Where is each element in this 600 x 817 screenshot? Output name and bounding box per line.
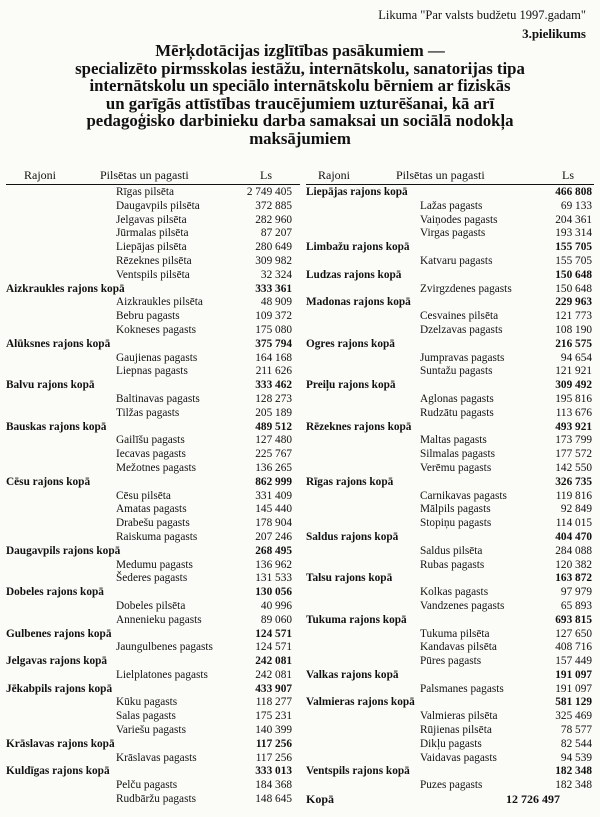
amount: 326 735 — [555, 475, 592, 488]
local-name: Tukuma pilsēta — [420, 627, 490, 640]
amount: 127 480 — [255, 434, 292, 447]
district-total-row — [6, 379, 296, 393]
local-name: Vaidavas pagasts — [420, 751, 497, 764]
local-row — [6, 434, 296, 448]
local-name: Kokneses pagasts — [116, 323, 197, 336]
amount: 164 168 — [255, 351, 292, 364]
district-name: Limbažu rajons kopā — [306, 241, 410, 254]
document-title — [0, 42, 600, 148]
local-name: Suntažu pagasts — [420, 365, 493, 378]
district-total-row — [6, 765, 296, 779]
amount: 2 749 405 — [246, 186, 292, 198]
district-name: Jēkabpils rajons kopā — [6, 682, 113, 695]
local-name: Gaujienas pagasts — [116, 351, 198, 364]
local-row — [6, 407, 296, 421]
local-row — [6, 779, 296, 793]
amount: 229 963 — [555, 296, 592, 309]
amount: 404 470 — [555, 530, 592, 543]
left-header-district: Rajoni — [24, 168, 56, 182]
local-row — [306, 655, 592, 669]
amount: 207 246 — [255, 530, 292, 543]
law-reference: Likuma "Par valsts budžetu 1997.gadam" — [378, 8, 586, 22]
amount: 466 808 — [555, 186, 592, 198]
local-name: Rubas pagasts — [420, 558, 485, 571]
amount: 114 015 — [555, 517, 592, 530]
local-row — [306, 365, 592, 379]
local-name: Vandzenes pagasts — [420, 599, 505, 612]
amount: 175 080 — [255, 323, 292, 336]
amount: 177 572 — [555, 448, 592, 461]
local-name: Rūjienas pilsēta — [420, 724, 492, 737]
local-name: Palsmanes pagasts — [420, 682, 504, 695]
local-name: Šederes pagasts — [116, 572, 188, 585]
local-name: Gailīšu pagasts — [116, 434, 185, 447]
amount: 136 962 — [255, 558, 292, 571]
amount: 173 799 — [555, 434, 592, 447]
amount: 178 904 — [255, 517, 292, 530]
local-row — [306, 462, 592, 476]
right-header-local: Pilsētas un pagasti — [396, 168, 485, 182]
local-row — [306, 324, 592, 338]
right-header-district: Rajoni — [318, 168, 350, 182]
local-name: Liepājas pilsēta — [116, 241, 187, 254]
local-row — [6, 200, 296, 214]
district-total-row — [306, 614, 592, 628]
amount: 150 648 — [555, 282, 592, 295]
district-name: Valkas rajons kopā — [306, 668, 399, 681]
local-name: Pūres pagasts — [420, 655, 482, 668]
amount: 175 231 — [255, 710, 292, 723]
district-total-row — [306, 379, 592, 393]
district-name: Krāslavas rajons kopā — [6, 737, 115, 750]
district-name: Rīgas rajons kopā — [306, 475, 394, 488]
local-row — [306, 434, 592, 448]
local-row — [306, 559, 592, 573]
local-name: Aizkraukles pilsēta — [116, 296, 203, 309]
title-line: specializēto pirmsskolas iestāžu, internātskolu, sanatorijas tipa — [75, 58, 525, 78]
local-row — [306, 710, 592, 724]
local-row — [6, 227, 296, 241]
district-name: Ludzas rajons kopā — [306, 268, 402, 281]
local-name: Raiskuma pagasts — [116, 530, 198, 543]
total-label: Kopā — [306, 792, 335, 806]
amount: 97 979 — [560, 586, 592, 599]
local-name: Dobeles pilsēta — [116, 599, 186, 612]
amount: 309 492 — [555, 379, 592, 392]
amount: 148 645 — [255, 793, 292, 806]
amount: 117 256 — [255, 737, 292, 750]
amount: 130 056 — [255, 586, 292, 599]
local-name: Bebru pagasts — [116, 310, 180, 323]
district-name: Rēzeknes rajons kopā — [306, 420, 412, 433]
amount: 48 909 — [260, 296, 292, 309]
district-total-row — [6, 545, 296, 559]
local-row — [306, 407, 592, 421]
local-row — [6, 669, 296, 683]
amount: 331 409 — [255, 489, 292, 502]
amount: 693 815 — [555, 613, 592, 626]
amount: 65 893 — [560, 599, 592, 612]
local-name: Amatas pagasts — [116, 503, 187, 516]
local-row — [6, 559, 296, 573]
local-row — [6, 752, 296, 766]
amount: 163 872 — [555, 572, 592, 585]
local-row — [6, 310, 296, 324]
local-row — [306, 628, 592, 642]
amount: 145 440 — [255, 503, 292, 516]
district-name: Ventspils rajons kopā — [306, 765, 410, 778]
amount: 40 996 — [260, 599, 292, 612]
local-name: Rīgas pilsēta — [116, 186, 175, 198]
amount: 225 767 — [255, 448, 292, 461]
local-name: Kūku pagasts — [116, 696, 178, 709]
amount: 284 088 — [555, 544, 592, 557]
amount: 124 571 — [255, 627, 292, 640]
total-amount: 12 726 497 — [506, 792, 560, 806]
local-name: Kolkas pagasts — [420, 586, 489, 599]
local-name: Ventspils pilsēta — [116, 268, 190, 281]
local-row — [6, 352, 296, 366]
local-name: Verēmu pagasts — [420, 461, 492, 474]
district-total-row — [306, 476, 592, 490]
district-total-row — [6, 283, 296, 297]
local-row — [306, 641, 592, 655]
amount: 118 277 — [255, 696, 292, 709]
amount: 32 324 — [260, 268, 292, 281]
amount: 92 849 — [560, 503, 592, 516]
local-row — [6, 448, 296, 462]
local-name: Vaiņodes pagasts — [420, 213, 498, 226]
local-name: Tilžas pagasts — [116, 406, 180, 419]
local-name: Rēzeknes pilsēta — [116, 254, 192, 267]
amount: 309 982 — [255, 254, 292, 267]
local-row — [306, 586, 592, 600]
local-name: Rudzātu pagasts — [420, 406, 494, 419]
local-name: Saldus pilsēta — [420, 544, 483, 557]
local-name: Katvaru pagasts — [420, 254, 493, 267]
amount: 120 382 — [555, 558, 592, 571]
local-name: Annenieku pagasts — [116, 613, 202, 626]
local-row — [306, 545, 592, 559]
local-row — [6, 255, 296, 269]
local-name: Liepnas pagasts — [116, 365, 188, 378]
amount: 78 577 — [560, 724, 592, 737]
local-row — [6, 600, 296, 614]
local-name: Dikļu pagasts — [420, 737, 482, 750]
local-row — [306, 683, 592, 697]
local-name: Aglonas pagasts — [420, 392, 494, 405]
amount: 124 571 — [255, 641, 292, 654]
district-total-row — [306, 572, 592, 586]
local-name: Jumpravas pagasts — [420, 351, 505, 364]
district-total-row — [306, 531, 592, 545]
district-total-row — [6, 655, 296, 669]
local-name: Daugavpils pilsēta — [116, 199, 200, 212]
district-total-row — [306, 296, 592, 310]
amount: 142 550 — [555, 461, 592, 474]
local-row — [6, 641, 296, 655]
local-name: Stopiņu pagasts — [420, 517, 492, 530]
local-row — [6, 490, 296, 504]
local-name: Cesvaines pilsēta — [420, 310, 499, 323]
district-total-row — [6, 421, 296, 435]
local-name: Krāslavas pagasts — [116, 751, 197, 764]
local-name: Virgas pagasts — [420, 227, 486, 240]
district-name: Kuldīgas rajons kopā — [6, 765, 110, 778]
title-line: pedagoģisko darbinieku darba samaksai un sociālā nodokļa — [86, 111, 514, 131]
amount: 131 533 — [255, 572, 292, 585]
amount: 136 265 — [255, 461, 292, 474]
right-column — [306, 186, 592, 793]
local-row — [306, 448, 592, 462]
amount: 150 648 — [555, 268, 592, 281]
local-row — [6, 365, 296, 379]
district-name: Valmieras rajons kopā — [306, 696, 415, 709]
title-line: internātskolu un speciālo internātskolu bērniem ar fiziskās — [89, 76, 511, 96]
local-row — [6, 696, 296, 710]
local-row — [6, 241, 296, 255]
local-name: Jaungulbenes pagasts — [116, 641, 213, 654]
amount: 69 133 — [560, 199, 592, 212]
local-name: Pelču pagasts — [116, 779, 178, 792]
district-name: Saldus rajons kopā — [306, 530, 399, 543]
amount: 581 129 — [555, 696, 592, 709]
amount: 333 361 — [255, 282, 292, 295]
amount: 113 676 — [555, 406, 592, 419]
amount: 155 705 — [555, 254, 592, 267]
left-header-amount: Ls — [260, 168, 272, 182]
local-row — [306, 283, 592, 297]
local-name: Puzes pagasts — [420, 779, 483, 792]
district-total-row — [306, 338, 592, 352]
district-name: Dobeles rajons kopā — [6, 586, 104, 599]
district-total-row — [306, 765, 592, 779]
local-row — [6, 296, 296, 310]
local-row — [306, 503, 592, 517]
left-header-rule — [6, 184, 300, 185]
local-row — [306, 352, 592, 366]
local-name: Drabešu pagasts — [116, 517, 190, 530]
local-row — [6, 324, 296, 338]
local-name: Maltas pagasts — [420, 434, 487, 447]
amount: 408 716 — [555, 641, 592, 654]
local-name: Cēsu pilsēta — [116, 489, 171, 502]
local-row — [306, 214, 592, 228]
local-name: Rudbāržu pagasts — [116, 793, 196, 806]
local-row — [6, 793, 296, 807]
amount: 89 060 — [260, 613, 292, 626]
local-name: Lažas pagasts — [420, 199, 483, 212]
local-row — [6, 186, 296, 200]
local-row — [6, 531, 296, 545]
local-row — [306, 738, 592, 752]
local-name: Valmieras pilsēta — [420, 710, 498, 723]
district-name: Gulbenes rajons kopā — [6, 627, 112, 640]
local-row — [306, 490, 592, 504]
local-name: Lielplatones pagasts — [116, 668, 208, 681]
district-name: Madonas rajons kopā — [306, 296, 411, 309]
district-total-row — [6, 738, 296, 752]
local-name: Silmalas pagasts — [420, 448, 495, 461]
amount: 195 816 — [555, 392, 592, 405]
local-name: Salas pagasts — [116, 710, 176, 723]
local-name: Mālpils pagasts — [420, 503, 491, 516]
district-total-row — [6, 683, 296, 697]
local-name: Zvirgzdenes pagasts — [420, 282, 512, 295]
amount: 280 649 — [255, 241, 292, 254]
amount: 108 190 — [555, 323, 592, 336]
district-total-row — [6, 338, 296, 352]
amount: 242 081 — [255, 668, 292, 681]
amount: 193 314 — [555, 227, 592, 240]
amount: 140 399 — [255, 724, 292, 737]
local-name: Baltinavas pagasts — [116, 392, 200, 405]
amount: 268 495 — [255, 544, 292, 557]
amount: 155 705 — [555, 241, 592, 254]
amount: 372 885 — [255, 199, 292, 212]
amount: 862 999 — [255, 475, 292, 488]
amount: 157 449 — [555, 655, 592, 668]
local-row — [6, 393, 296, 407]
district-name: Liepājas rajons kopā — [306, 186, 408, 198]
amount: 191 097 — [555, 668, 592, 681]
district-name: Cēsu rajons kopā — [6, 475, 91, 488]
right-header-rule — [306, 184, 594, 185]
local-row — [6, 724, 296, 738]
amount: 211 626 — [255, 365, 292, 378]
district-name: Alūksnes rajons kopā — [6, 337, 111, 350]
district-name: Jelgavas rajons kopā — [6, 655, 108, 668]
title-line: Mērķdotācijas izglītības pasākumiem — — [155, 41, 445, 60]
amount: 375 794 — [255, 337, 292, 350]
amount: 325 469 — [555, 710, 592, 723]
local-row — [6, 462, 296, 476]
local-row — [306, 393, 592, 407]
local-row — [6, 503, 296, 517]
local-row — [306, 200, 592, 214]
left-column — [6, 186, 296, 807]
amount: 216 575 — [555, 337, 592, 350]
local-row — [306, 600, 592, 614]
amount: 121 773 — [555, 310, 592, 323]
amount: 182 348 — [555, 779, 592, 792]
local-row — [306, 310, 592, 324]
amount: 94 539 — [560, 751, 592, 764]
local-name: Mežotnes pagasts — [116, 461, 196, 474]
amount: 128 273 — [255, 392, 292, 405]
amount: 94 654 — [560, 351, 592, 364]
appendix-number: 3.pielikums — [522, 26, 586, 41]
district-total-row — [306, 421, 592, 435]
amount: 493 921 — [555, 420, 592, 433]
amount: 242 081 — [255, 655, 292, 668]
district-total-row — [6, 586, 296, 600]
amount: 127 650 — [555, 627, 592, 640]
amount: 333 013 — [255, 765, 292, 778]
district-total-row — [306, 669, 592, 683]
amount: 433 907 — [255, 682, 292, 695]
local-name: Jūrmalas pilsēta — [116, 227, 189, 240]
local-row — [306, 227, 592, 241]
local-row — [306, 255, 592, 269]
left-header-local: Pilsētas un pagasti — [100, 168, 189, 182]
district-name: Bauskas rajons kopā — [6, 420, 107, 433]
amount: 119 816 — [555, 489, 592, 502]
local-row — [6, 710, 296, 724]
district-total-row — [306, 241, 592, 255]
district-name: Balvu rajons kopā — [6, 379, 95, 392]
amount: 282 960 — [255, 213, 292, 226]
district-name: Ogres rajons kopā — [306, 337, 395, 350]
amount: 87 207 — [260, 227, 292, 240]
local-row — [306, 724, 592, 738]
amount: 489 512 — [255, 420, 292, 433]
local-name: Medumu pagasts — [116, 558, 193, 571]
district-total-row — [306, 269, 592, 283]
local-row — [6, 214, 296, 228]
local-name: Variešu pagasts — [116, 724, 186, 737]
local-name: Dzelzavas pagasts — [420, 323, 503, 336]
local-name: Jelgavas pilsēta — [116, 213, 187, 226]
district-total-row — [306, 186, 592, 200]
amount: 333 462 — [255, 379, 292, 392]
amount: 205 189 — [255, 406, 292, 419]
district-total-row — [6, 628, 296, 642]
district-name: Tukuma rajons kopā — [306, 613, 407, 626]
amount: 109 372 — [255, 310, 292, 323]
title-line: maksājumiem — [249, 128, 351, 148]
local-name: Carnikavas pagasts — [420, 489, 507, 502]
local-name: Iecavas pagasts — [116, 448, 186, 461]
local-name: Kandavas pilsēta — [420, 641, 497, 654]
district-total-row — [6, 476, 296, 490]
district-name: Talsu rajons kopā — [306, 572, 393, 585]
local-row — [306, 752, 592, 766]
amount: 191 097 — [555, 682, 592, 695]
local-row — [306, 517, 592, 531]
district-name: Daugavpils rajons kopā — [6, 544, 121, 557]
amount: 184 368 — [255, 779, 292, 792]
district-name: Preiļu rajons kopā — [306, 379, 396, 392]
title-line: un garīgās attīstības traucējumiem uzturēšanai, kā arī — [105, 93, 495, 113]
district-total-row — [306, 696, 592, 710]
amount: 182 348 — [555, 765, 592, 778]
local-row — [6, 517, 296, 531]
local-row — [6, 572, 296, 586]
right-header-amount: Ls — [562, 168, 574, 182]
local-row — [6, 269, 296, 283]
amount: 117 256 — [255, 751, 292, 764]
local-row — [6, 614, 296, 628]
amount: 121 921 — [555, 365, 592, 378]
amount: 82 544 — [560, 737, 592, 750]
local-row — [306, 779, 592, 793]
amount: 204 361 — [555, 213, 592, 226]
district-name: Aizkraukles rajons kopā — [6, 282, 125, 295]
